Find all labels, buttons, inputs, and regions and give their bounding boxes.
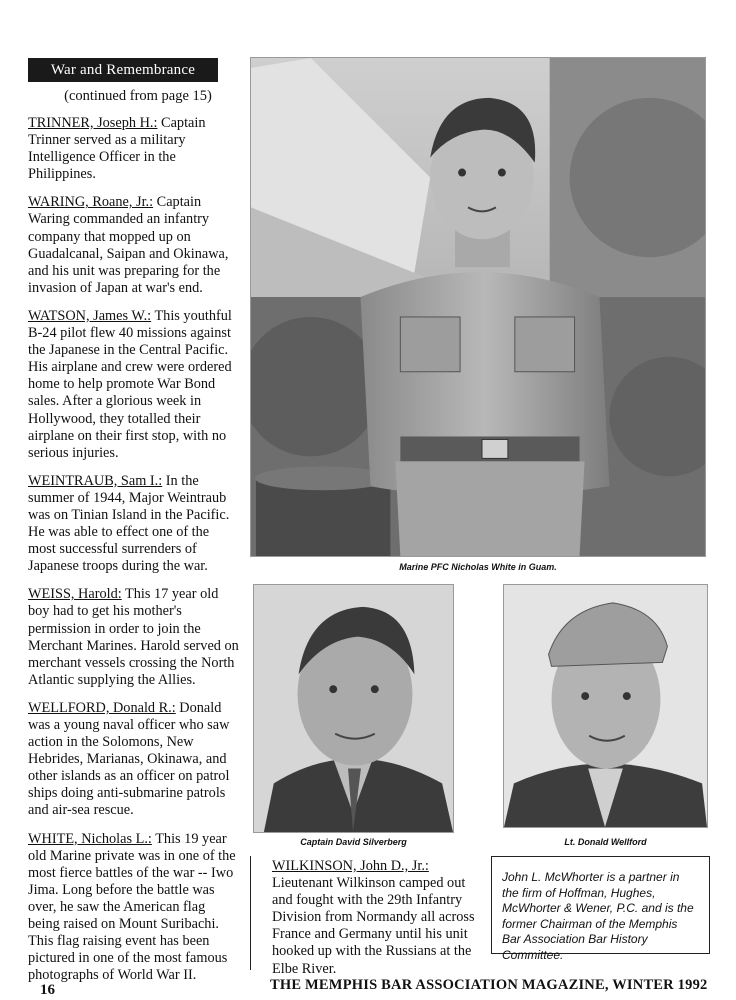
caption-david-silverberg: Captain David Silverberg [300,837,407,847]
entry-text: Lieutenant Wilkinson camped out and fought with the 29th Infantry Division from Normandy all across France and Germany until his unit hooked up with the Russians at the Elbe River. [272,875,475,977]
section-banner: War and Remembrance [28,58,218,82]
entry-name: WATSON, James W.: [28,307,152,324]
entry-text: This 19 year old Marine private was in one of the most fierce battles of the war -- Iwo Jima. Long before the battle was over, he saw the American flag being raised on Mount Suribachi. This flag raising event has been pictured in one of the most famous photographs of World War II. [28,830,236,984]
entry-name: WEISS, Harold: [28,586,122,603]
author-bio-box: John L. McWhorter is a partner in the firm of Hoffman, Hughes, McWhorter & Wener, P.C. and is the former Chairman of the Memphis Bar Association Bar History Committee. [491,856,710,954]
entry-text: Donald was a young naval officer who saw action in the Solomons, New Hebrides, Marianas, Okinawa, and other islands as an officer on patrol ships doing anti-submarine patrols and air-sea rescue. [28,699,230,819]
memorial-entries [28,115,240,995]
caption-nicholas-white: Marine PFC Nicholas White in Guam. [399,562,557,572]
entry-weiss [28,586,240,689]
entry-wellford [28,700,240,820]
entry-name: WARING, Roane, Jr.: [28,194,154,211]
entry-wilkinson [272,858,480,978]
entry-name: TRINNER, Joseph H.: [28,115,158,131]
entry-name: WILKINSON, John D., Jr.: [272,858,429,874]
entry-name: WEINTRAUB, Sam I.: [28,472,163,489]
column-divider [250,856,251,970]
entry-text: In the summer of 1944, Major Weintraub was on Tinian Island in the Pacific. He was able to effect one of the most successful surrenders of Japanese troops during the war. [28,472,230,575]
continued-note: (continued from page 15) [64,88,212,104]
photo-nicholas-white [250,57,706,557]
page-number: 16 [40,982,55,998]
magazine-footer: THE MEMPHIS BAR ASSOCIATION MAGAZINE, WINTER 1992 [270,977,708,993]
entry-weintraub [28,473,240,576]
entry-text: This youthful B-24 pilot flew 40 missions against the Japanese in the Central Pacific. His airplane and crew were ordered home to help promote War Bond sales. After a glorious week in Hollywood, they totalled their airplane on their first stop, with no serious injuries. [28,307,232,461]
entry-trinner [28,115,240,183]
entry-text: Captain Trinner served as a military Intelligence Officer in the Philippines. [28,115,206,183]
entry-text: This 17 year old boy had to get his mother's permission in order to join the Merchant Marines. Harold served on merchant vessels crossing the North Atlantic supplying the Allies. [28,586,239,688]
entry-text: Captain Waring commanded an infantry company that mopped up on Guadalcanal, Saipan and Okinawa, and his unit was preparing for the invasion of Japan at war's end. [28,194,229,296]
entry-name: WELLFORD, Donald R.: [28,699,176,716]
photo-david-silverberg [253,584,454,833]
entry-watson [28,308,240,462]
photo-donald-wellford [503,584,708,828]
entry-waring [28,194,240,297]
caption-donald-wellford: Lt. Donald Wellford [564,837,647,847]
entry-name: WHITE, Nicholas L.: [28,830,152,847]
entry-white [28,831,240,985]
